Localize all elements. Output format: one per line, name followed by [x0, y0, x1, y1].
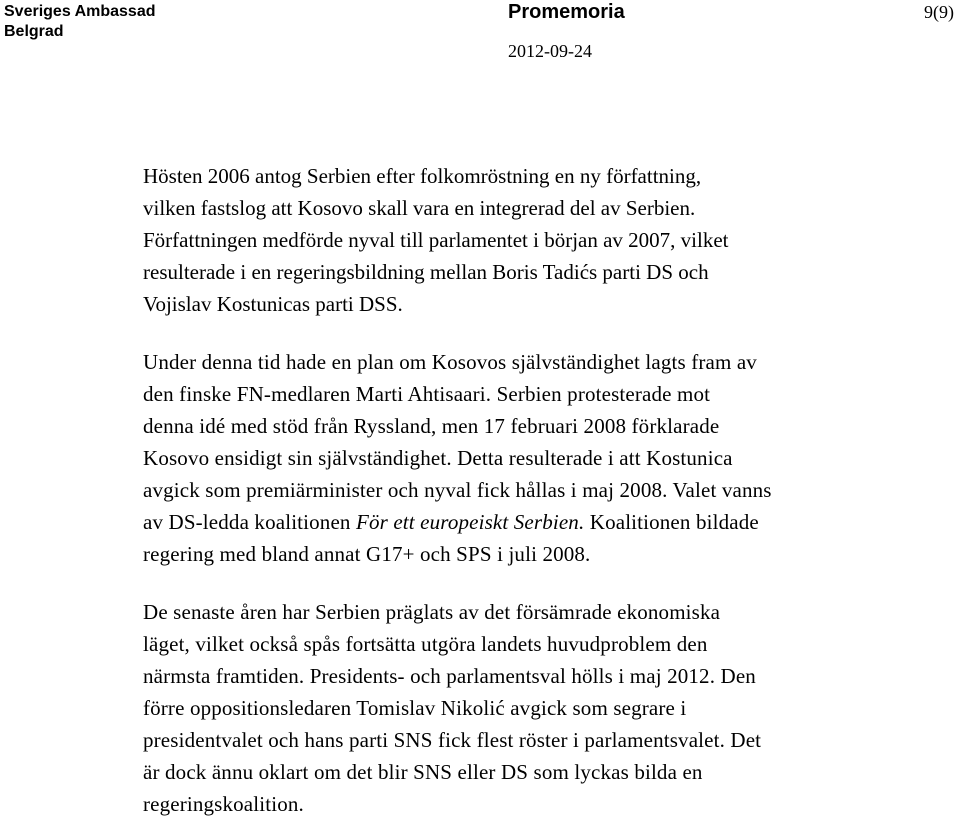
text-line: Hösten 2006 antog Serbien efter folkomröstning en ny författning,: [143, 164, 702, 188]
text-line: Vojislav Kostunicas parti DSS.: [143, 292, 403, 316]
letterhead: [4, 2, 155, 42]
text-line: läget, vilket också spås fortsätta utgöra landets huvudproblem den: [143, 632, 708, 656]
text-segment: Koalitionen bildade: [584, 510, 759, 534]
text-line: avgick som premiärminister och nyval fick hållas i maj 2008. Valet vanns: [143, 478, 772, 502]
text-segment: av DS-ledda koalitionen: [143, 510, 356, 534]
text-line: regeringskoalition.: [143, 792, 304, 816]
paragraph-2: [143, 346, 903, 570]
city-name: Belgrad: [4, 23, 64, 40]
page-number: 9(9): [924, 2, 954, 22]
paragraph-3: [143, 596, 903, 820]
text-line: är dock ännu oklart om det blir SNS eller DS som lyckas bilda en: [143, 760, 703, 784]
text-line: resulterade i en regeringsbildning mellan Boris Tadićs parti DS och: [143, 260, 709, 284]
paragraph-1: [143, 160, 903, 320]
text-line: denna idé med stöd från Ryssland, men 17 februari 2008 förklarade: [143, 414, 720, 438]
text-line: Under denna tid hade en plan om Kosovos självständighet lagts fram av: [143, 350, 757, 374]
paragraph-spacer: [143, 320, 903, 346]
text-line: förre oppositionsledaren Tomislav Nikolić avgick som segrare i: [143, 696, 687, 720]
text-line: presidentvalet och hans parti SNS fick flest röster i parlamentsvalet. Det: [143, 728, 762, 752]
document-body: [143, 160, 903, 820]
text-line: Författningen medförde nyval till parlamentet i början av 2007, vilket: [143, 228, 729, 252]
text-line: vilken fastslog att Kosovo skall vara en integrerad del av Serbien.: [143, 196, 696, 220]
paragraph-spacer: [143, 570, 903, 596]
text-line: De senaste åren har Serbien präglats av det försämrade ekonomiska: [143, 600, 721, 624]
document-type: Promemoria: [508, 1, 625, 23]
text-line: Kosovo ensidigt sin självständighet. Detta resulterade i att Kostunica: [143, 446, 733, 470]
organization-name: Sveriges Ambassad: [4, 3, 156, 20]
text-line: den finske FN-medlaren Marti Ahtisaari. Serbien protesterade mot: [143, 382, 711, 406]
text-line: regering med bland annat G17+ och SPS i juli 2008.: [143, 542, 591, 566]
text-line: [143, 506, 903, 538]
text-line: närmsta framtiden. Presidents- och parlamentsval hölls i maj 2012. Den: [143, 664, 756, 688]
coalition-name-italic: För ett europeiskt Serbien.: [355, 510, 585, 534]
document-date: 2012-09-24: [508, 41, 592, 61]
